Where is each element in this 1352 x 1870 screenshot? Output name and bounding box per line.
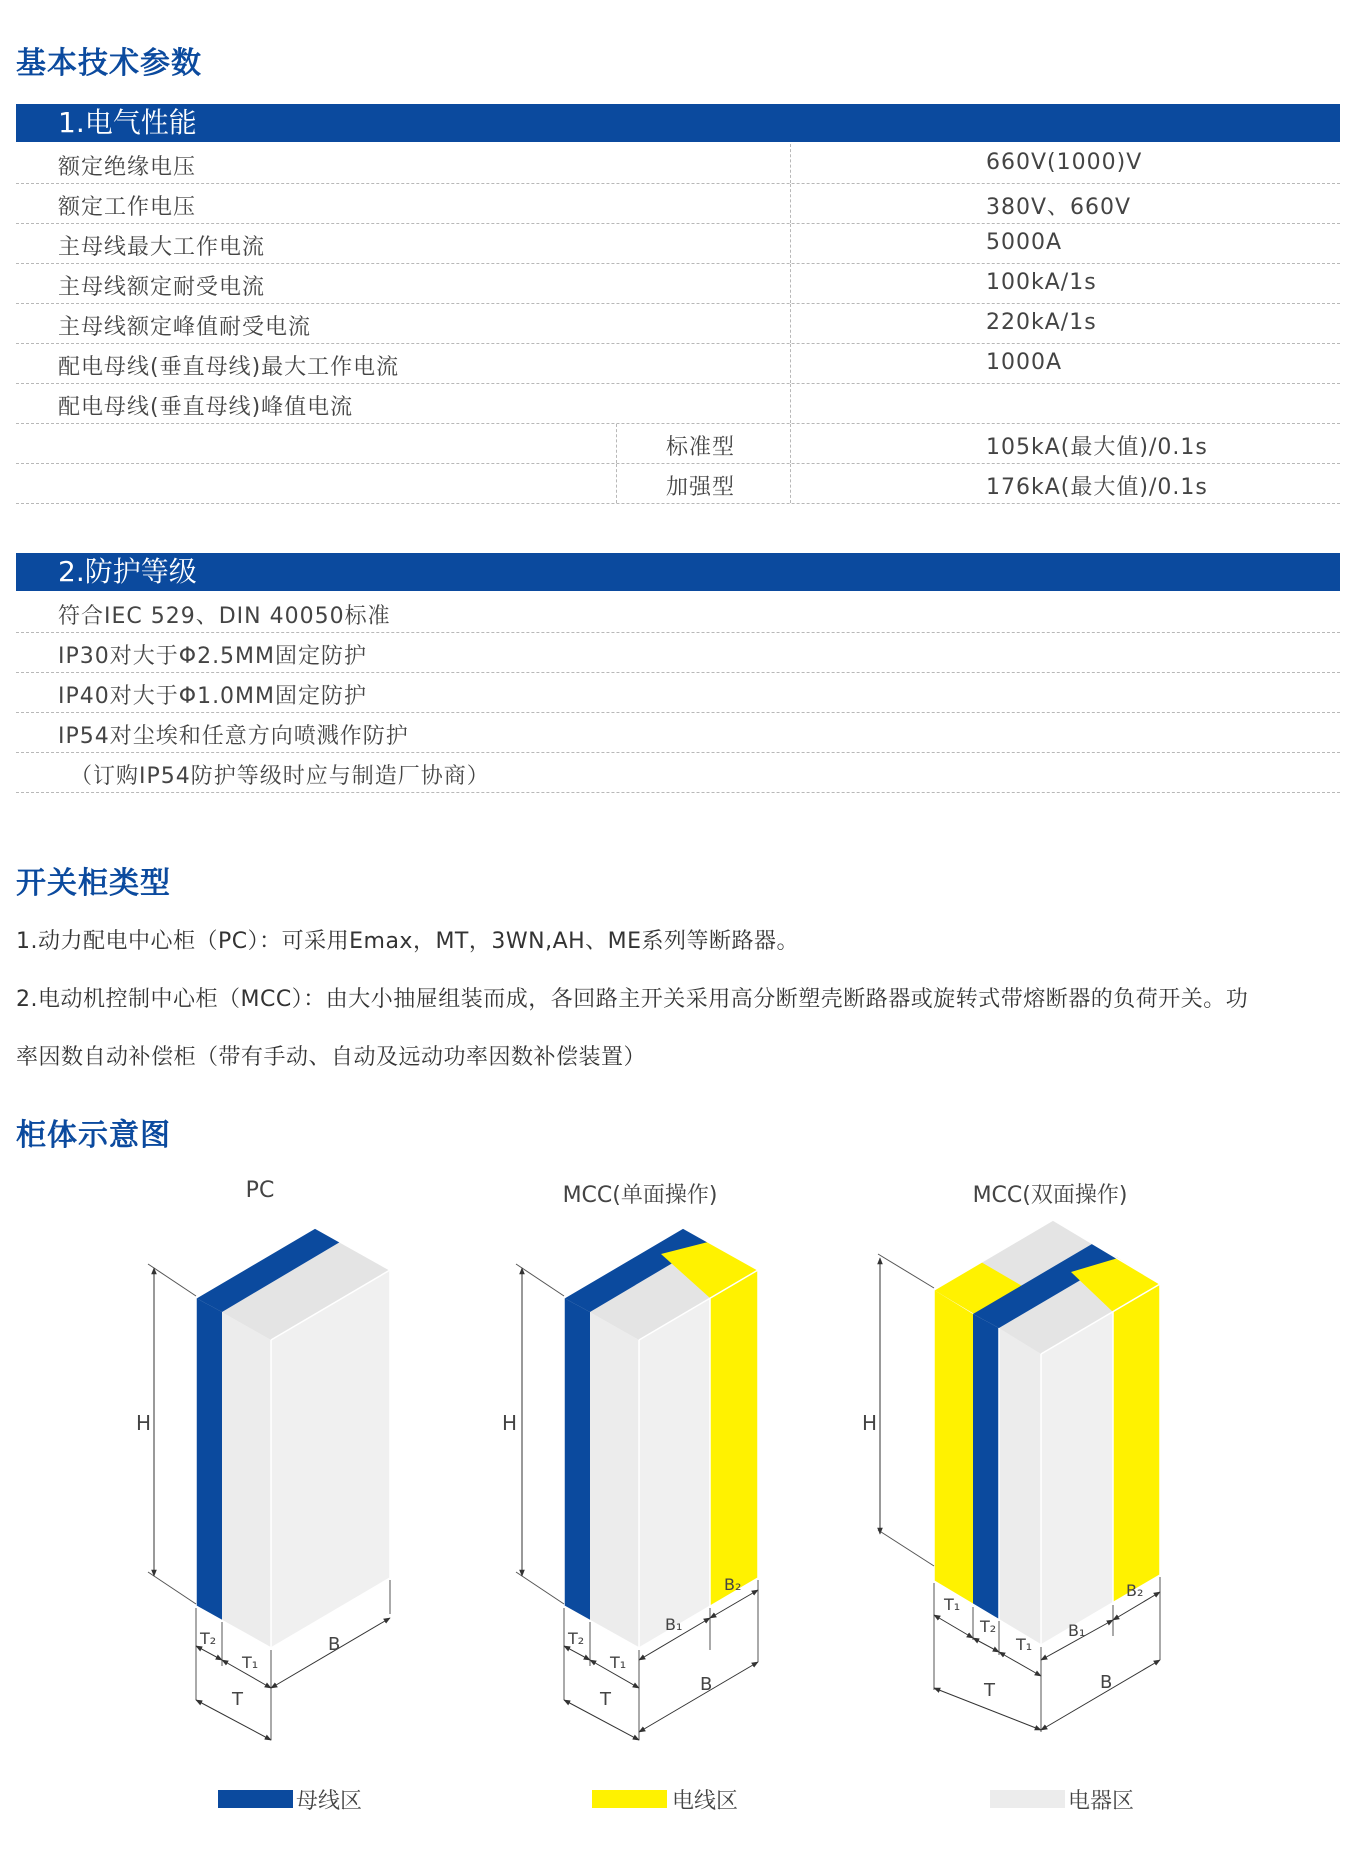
svg-text:B₁: B₁ [1068, 1621, 1086, 1640]
legend-label-device: 电器区 [1068, 1789, 1135, 1814]
cabinet-type-line: 率因数自动补偿柜（带有手动、自动及远动功率因数补偿装置） [16, 1045, 647, 1070]
legend-label-busbar: 母线区 [296, 1789, 363, 1814]
row-value: 100kA/1s [986, 270, 1097, 295]
svg-text:T₂: T₂ [568, 1629, 585, 1648]
list-item-text: IP30对大于Φ2.5MM固定防护 [58, 644, 368, 669]
table-row [16, 384, 1340, 424]
table-row [16, 344, 1340, 384]
subrow-label: 加强型 [666, 475, 736, 500]
diagram-title-pc: PC [245, 1178, 275, 1203]
list-item [16, 713, 1340, 753]
subrow-label: 标准型 [666, 435, 736, 460]
svg-text:T₁: T₁ [944, 1595, 961, 1614]
row-label: 额定绝缘电压 [58, 155, 197, 180]
legend-swatch-device [990, 1790, 1065, 1808]
legend-swatch-busbar [218, 1790, 293, 1808]
svg-text:T₂: T₂ [200, 1629, 217, 1648]
table-row [16, 424, 1340, 464]
diagram-mcc-single [502, 1228, 758, 1740]
list-item-text: IP40对大于Φ1.0MM固定防护 [58, 684, 368, 709]
legend-swatch-cable [592, 1790, 667, 1808]
row-label: 主母线额定峰值耐受电流 [58, 315, 312, 340]
list-item-text: 符合IEC 529、DIN 40050标准 [58, 604, 391, 629]
list-item-text: IP54对尘埃和任意方向喷溅作防护 [58, 724, 409, 749]
table-row [16, 264, 1340, 304]
section-title-cabinet-types: 开关柜类型 [16, 866, 171, 901]
diagram-mcc-double [862, 1220, 1160, 1732]
row-label: 额定工作电压 [58, 195, 197, 220]
svg-text:B: B [1100, 1672, 1113, 1693]
table-row [16, 464, 1340, 504]
dim-h: H [136, 1411, 152, 1435]
list-item [16, 633, 1340, 673]
cabinet-diagrams [0, 1200, 1352, 1760]
svg-text:T₁: T₁ [1016, 1635, 1033, 1654]
svg-text:T₂: T₂ [980, 1617, 997, 1636]
list-item [16, 673, 1340, 713]
list-item [16, 593, 1340, 633]
diagram-title-mcc-double: MCC(双面操作) [972, 1183, 1128, 1208]
table-row [16, 144, 1340, 184]
row-label: 配电母线(垂直母线)最大工作电流 [58, 355, 400, 380]
svg-text:B: B [700, 1674, 713, 1695]
row-value: 380V、660V [986, 195, 1132, 220]
row-label: 主母线额定耐受电流 [58, 275, 266, 300]
section-title-basic-params: 基本技术参数 [16, 46, 202, 81]
row-value: 5000A [986, 230, 1063, 255]
table-row [16, 224, 1340, 264]
row-label: 主母线最大工作电流 [58, 235, 266, 260]
legend-label-cable: 电线区 [672, 1789, 739, 1814]
row-value: 220kA/1s [986, 310, 1097, 335]
diagram-title-mcc-single: MCC(单面操作) [562, 1183, 718, 1208]
svg-text:T: T [600, 1689, 611, 1710]
svg-text:B₁: B₁ [665, 1615, 683, 1634]
svg-text:T₁: T₁ [610, 1653, 627, 1672]
row-value: 1000A [986, 350, 1063, 375]
svg-text:H: H [502, 1411, 518, 1435]
row-value: 176kA(最大值)/0.1s [986, 475, 1208, 500]
list-item [16, 753, 1340, 793]
cabinet-type-line: 1.动力配电中心柜（PC）：可采用Emax，MT，3WN,AH、ME系列等断路器。 [16, 929, 800, 954]
diagram-pc [136, 1228, 390, 1740]
band-protection: 2.防护等级 [16, 553, 1340, 591]
svg-text:T: T [984, 1680, 995, 1701]
svg-text:T: T [232, 1689, 243, 1710]
cabinet-type-line: 2.电动机控制中心柜（MCC）：由大小抽屉组装而成，各回路主开关采用高分断塑壳断路器或旋转式带熔断器的负荷开关。功 [16, 987, 1249, 1012]
row-value: 660V(1000)V [986, 150, 1143, 175]
table-row [16, 304, 1340, 344]
table-row [16, 184, 1340, 224]
svg-text:B: B [328, 1634, 341, 1655]
row-label: 配电母线(垂直母线)峰值电流 [58, 395, 354, 420]
band-electrical: 1.电气性能 [16, 104, 1340, 142]
svg-text:H: H [862, 1411, 878, 1435]
row-value: 105kA(最大值)/0.1s [986, 435, 1208, 460]
svg-text:T₁: T₁ [242, 1653, 259, 1672]
svg-text:B₂: B₂ [724, 1575, 742, 1594]
list-item-text: （订购IP54防护等级时应与制造厂协商） [70, 764, 490, 789]
svg-text:B₂: B₂ [1126, 1581, 1144, 1600]
section-title-diagram: 柜体示意图 [16, 1118, 171, 1153]
